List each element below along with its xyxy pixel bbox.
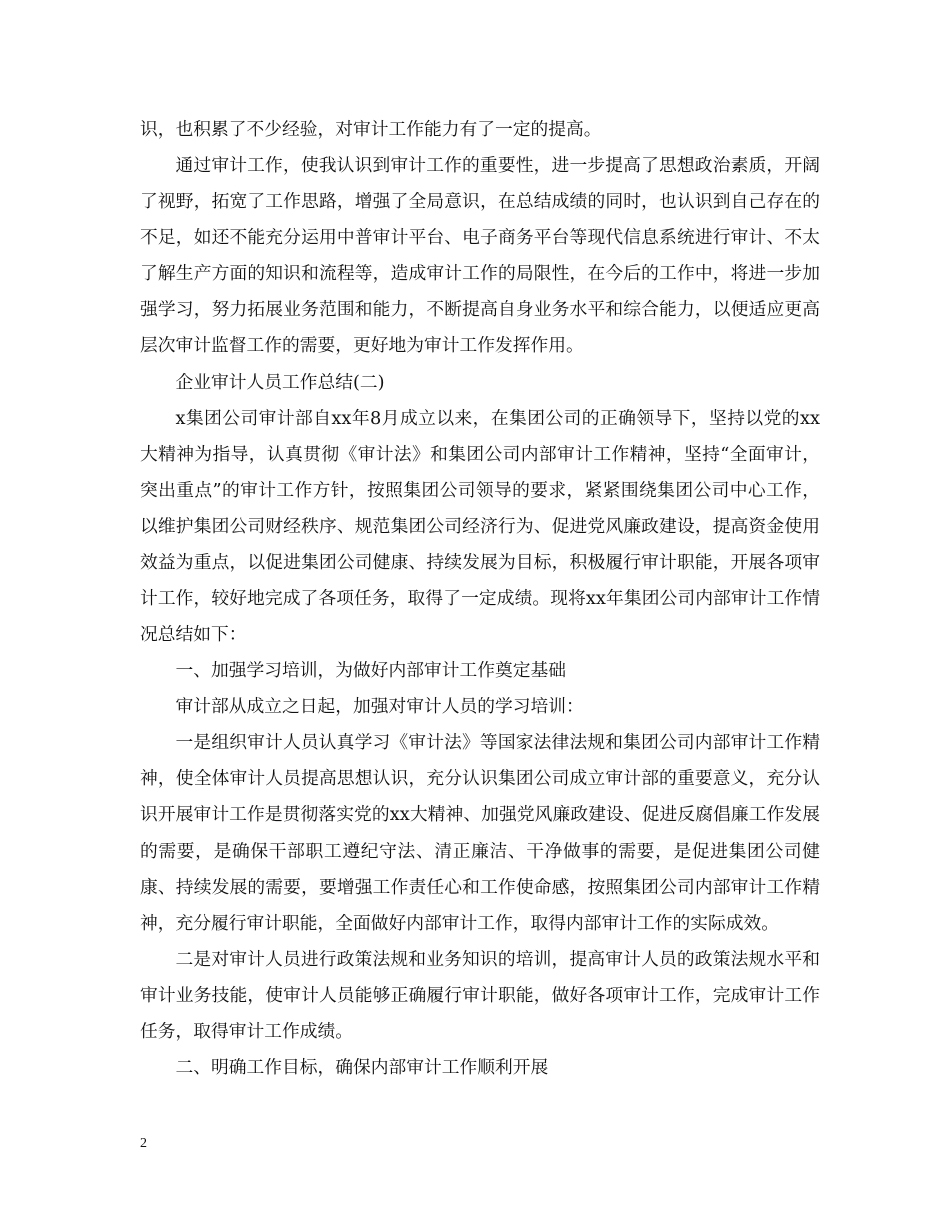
section-heading: 一、加强学习培训，为做好内部审计工作奠定基础 [175, 661, 567, 682]
paragraph: 审计部从成立之日起，加强对审计人员的学习培训： [175, 697, 584, 718]
paragraph: x集团公司审计部自xx年8月成立以来，在集团公司的正确领导下，坚持以党的xx大精神为指导，认真贯彻《审计法》和集团公司内部审计工作精神，坚持“全面审计，突出重点”的审计工作方针，按照集团公司领导的要求，紧紧围绕集团公司中心工作，以维护集团公司财经秩序、规范集团公司经济行为、促进党风廉政建设，提高资金使用效益为重点，以促进集团公司健康、持续发展为目标，积极履行审计职能，开展各项审计工作，较好地完成了各项任务，取得了一定成绩。现将xx年集团公司内部审计工作情况总结如下： [140, 408, 820, 646]
paragraph: 二是对审计人员进行政策法规和业务知识的培训，提高审计人员的政策法规水平和审计业务技能，使审计人员能够正确履行审计职能，做好各项审计工作，完成审计工作任务，取得审计工作成绩。 [140, 949, 820, 1042]
paragraph: 识，也积累了不少经验，对审计工作能力有了一定的提高。 [140, 120, 602, 140]
section-heading: 二、明确工作目标，确保内部审计工作顺利开展 [175, 1058, 549, 1079]
document-body [140, 112, 820, 1086]
page-number: 2 [140, 1136, 147, 1151]
paragraph: 通过审计工作，使我认识到审计工作的重要性，进一步提高了思想政治素质，开阔了视野，拓宽了工作思路，增强了全局意识，在总结成绩的同时，也认识到自己存在的不足，如还不能充分运用中普审计平台、电子商务平台等现代信息系统进行审计、不太了解生产方面的知识和流程等，造成审计工作的局限性，在今后的工作中，将进一步加强学习，努力拓展业务范围和能力，不断提高自身业务水平和综合能力，以便适应更高层次审计监督工作的需要，更好地为审计工作发挥作用。 [140, 156, 820, 357]
section-heading: 企业审计人员工作总结(二) [175, 372, 385, 393]
paragraph: 一是组织审计人员认真学习《审计法》等国家法律法规和集团公司内部审计工作精神，使全体审计人员提高思想认识，充分认识集团公司成立审计部的重要意义，充分认识开展审计工作是贯彻落实党的xx大精神、加强党风廉政建设、促进反腐倡廉工作发展的需要，是确保干部职工遵纪守法、清正廉洁、干净做事的需要，是促进集团公司健康、持续发展的需要，要增强工作责任心和工作使命感，按照集团公司内部审计工作精神，充分履行审计职能，全面做好内部审计工作，取得内部审计工作的实际成效。 [140, 733, 820, 934]
